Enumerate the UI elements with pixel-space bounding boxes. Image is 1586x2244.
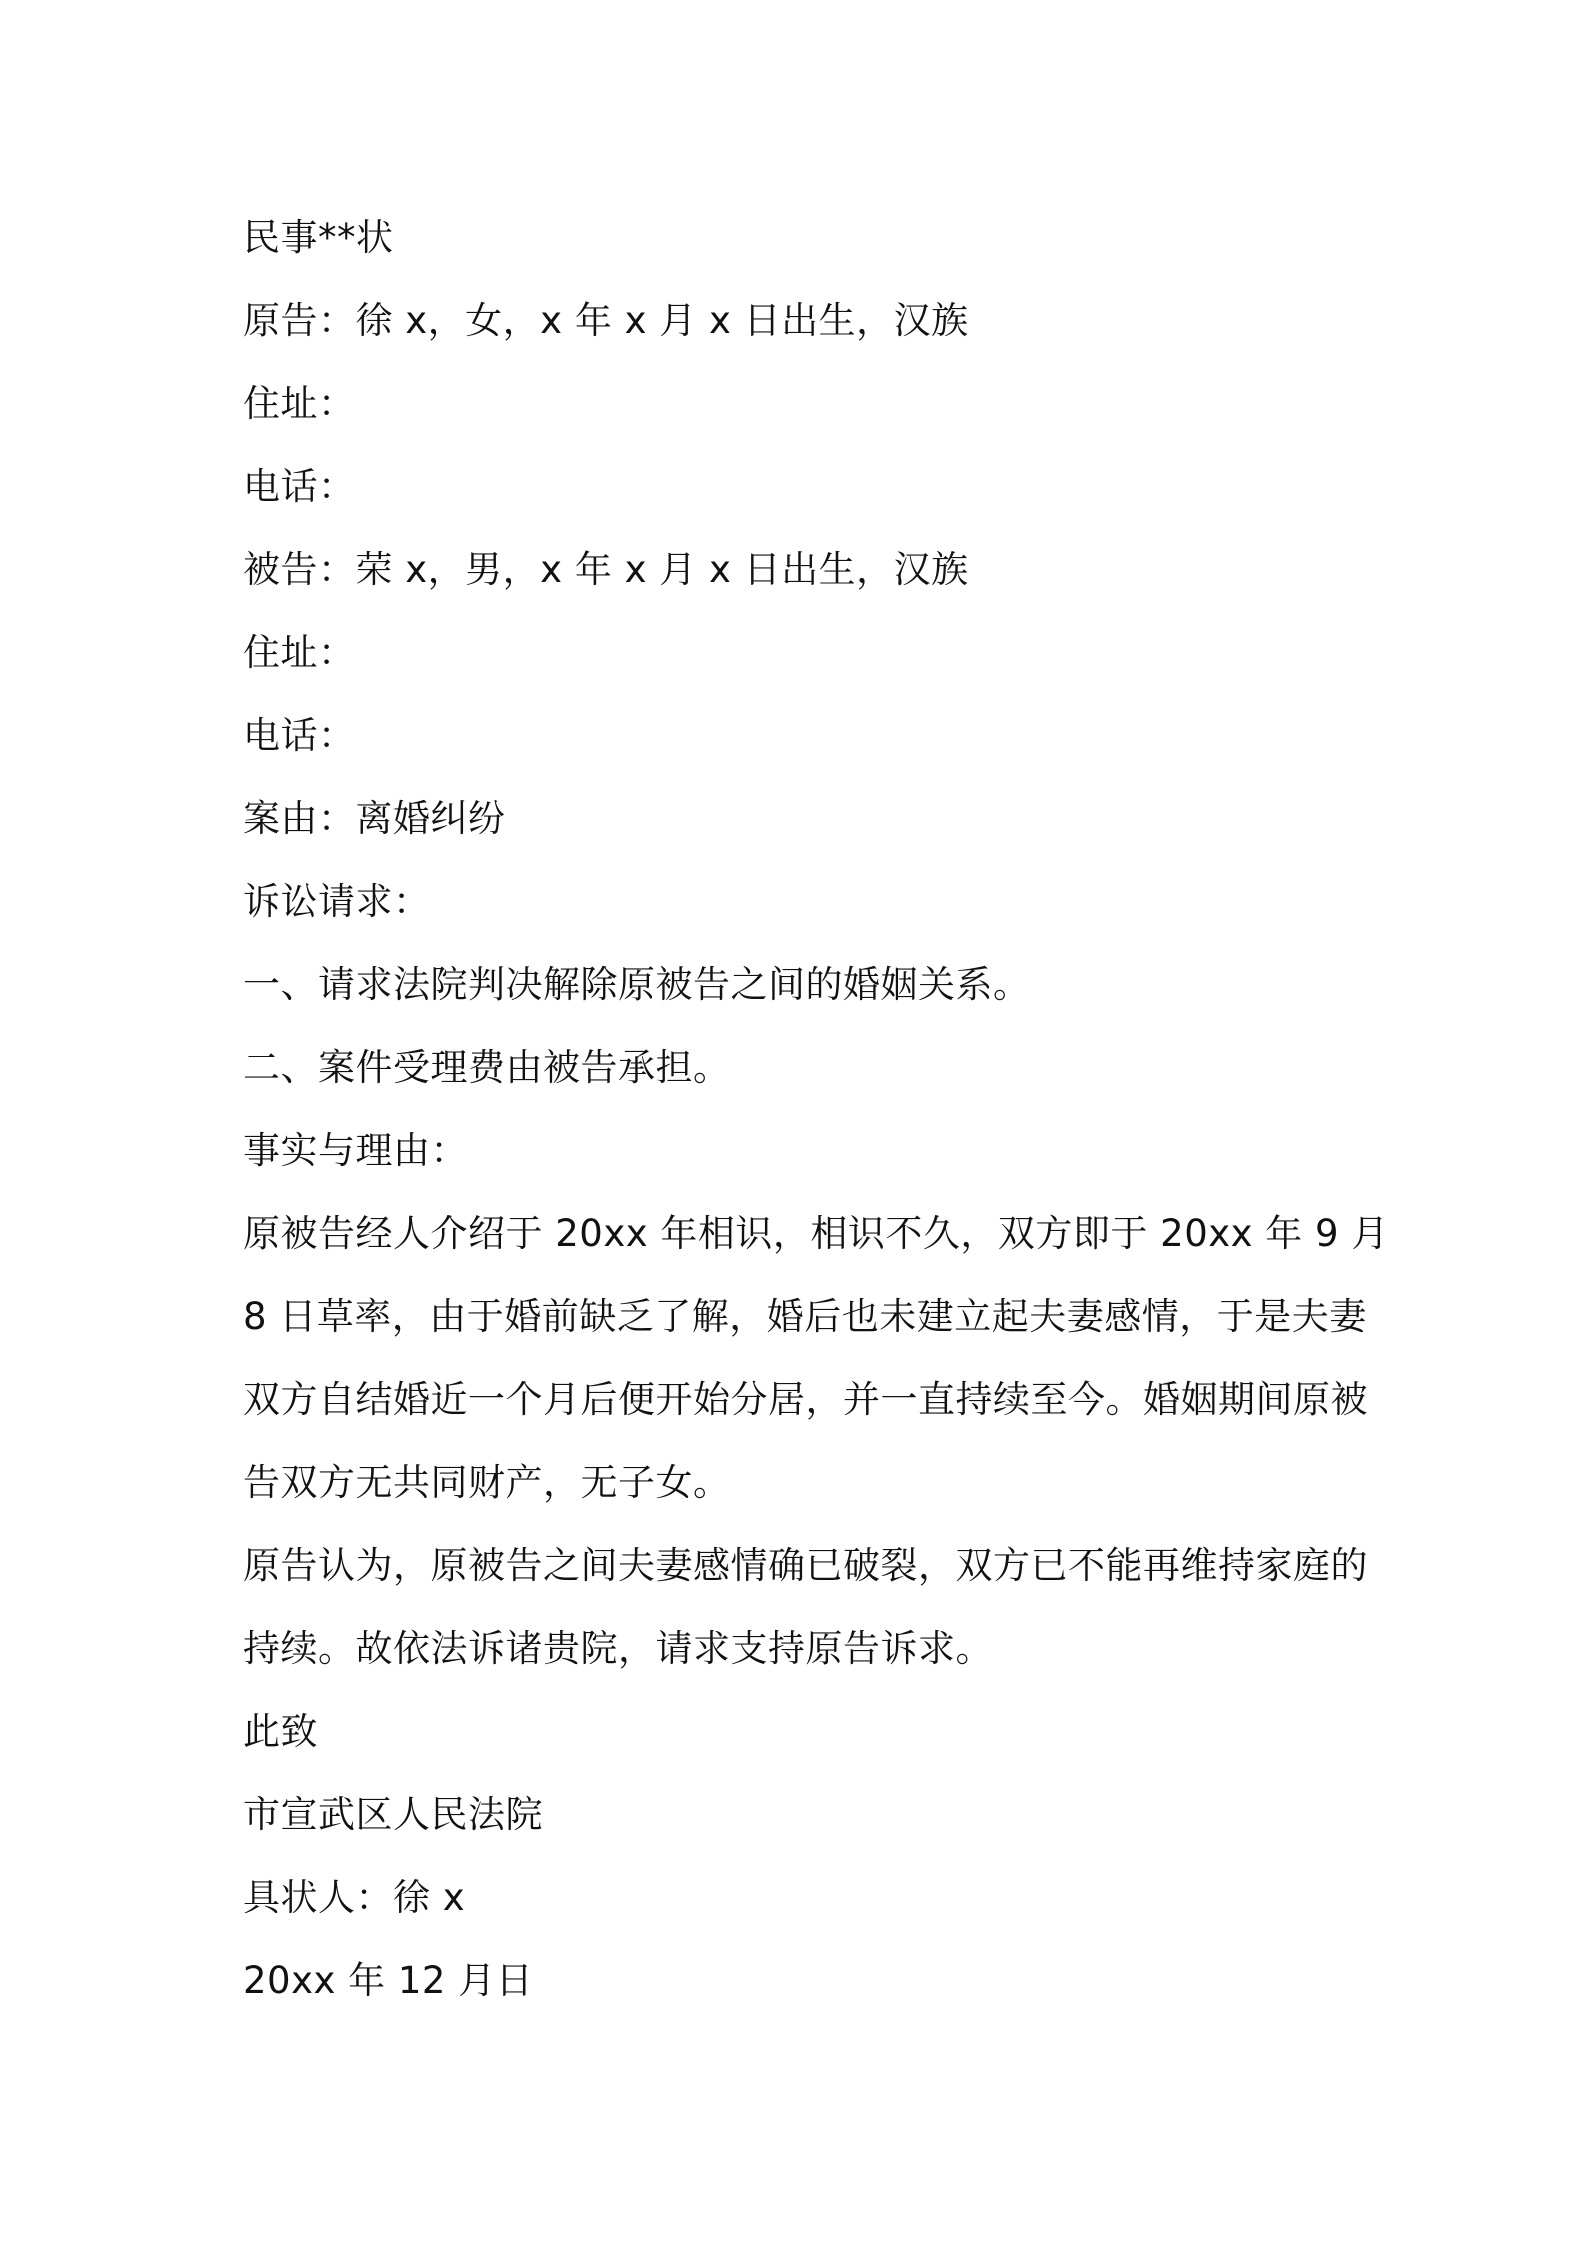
opinion-line: 持续。故依法诉诸贵院，请求支持原告诉求。 [243,1627,993,1670]
closing-salutation: 此致 [243,1710,318,1753]
facts-heading: 事实与理由： [243,1129,468,1172]
complaint-document [243,196,1389,2022]
document-date: 20xx 年 12 月日 [243,1959,534,2002]
facts-line: 8 日草率，由于婚前缺乏了解，婚后也未建立起夫妻感情，于是夫妻 [243,1295,1367,1338]
defendant-info: 被告：荣 x，男，x 年 x 月 x 日出生，汉族 [243,548,969,591]
claim-item: 一、请求法院判决解除原被告之间的婚姻关系。 [243,963,1031,1006]
signer: 具状人：徐 x [243,1876,466,1919]
facts-line: 双方自结婚近一个月后便开始分居，并一直持续至今。婚姻期间原被 [243,1378,1368,1421]
document-title: 民事**状 [243,216,394,259]
plaintiff-address: 住址： [243,382,356,425]
facts-line: 原被告经人介绍于 20xx 年相识，相识不久，双方即于 20xx 年 9 月 [243,1212,1389,1255]
claims-heading: 诉讼请求： [243,880,431,923]
facts-line: 告双方无共同财产，无子女。 [243,1461,731,1504]
defendant-address: 住址： [243,631,356,674]
plaintiff-phone: 电话： [243,465,356,508]
plaintiff-info: 原告：徐 x，女，x 年 x 月 x 日出生，汉族 [243,299,969,342]
defendant-phone: 电话： [243,714,356,757]
court-name: 市宣武区人民法院 [243,1793,543,1836]
case-cause: 案由：离婚纠纷 [243,797,506,840]
claim-item: 二、案件受理费由被告承担。 [243,1046,731,1089]
opinion-line: 原告认为，原被告之间夫妻感情确已破裂，双方已不能再维持家庭的 [243,1544,1368,1587]
